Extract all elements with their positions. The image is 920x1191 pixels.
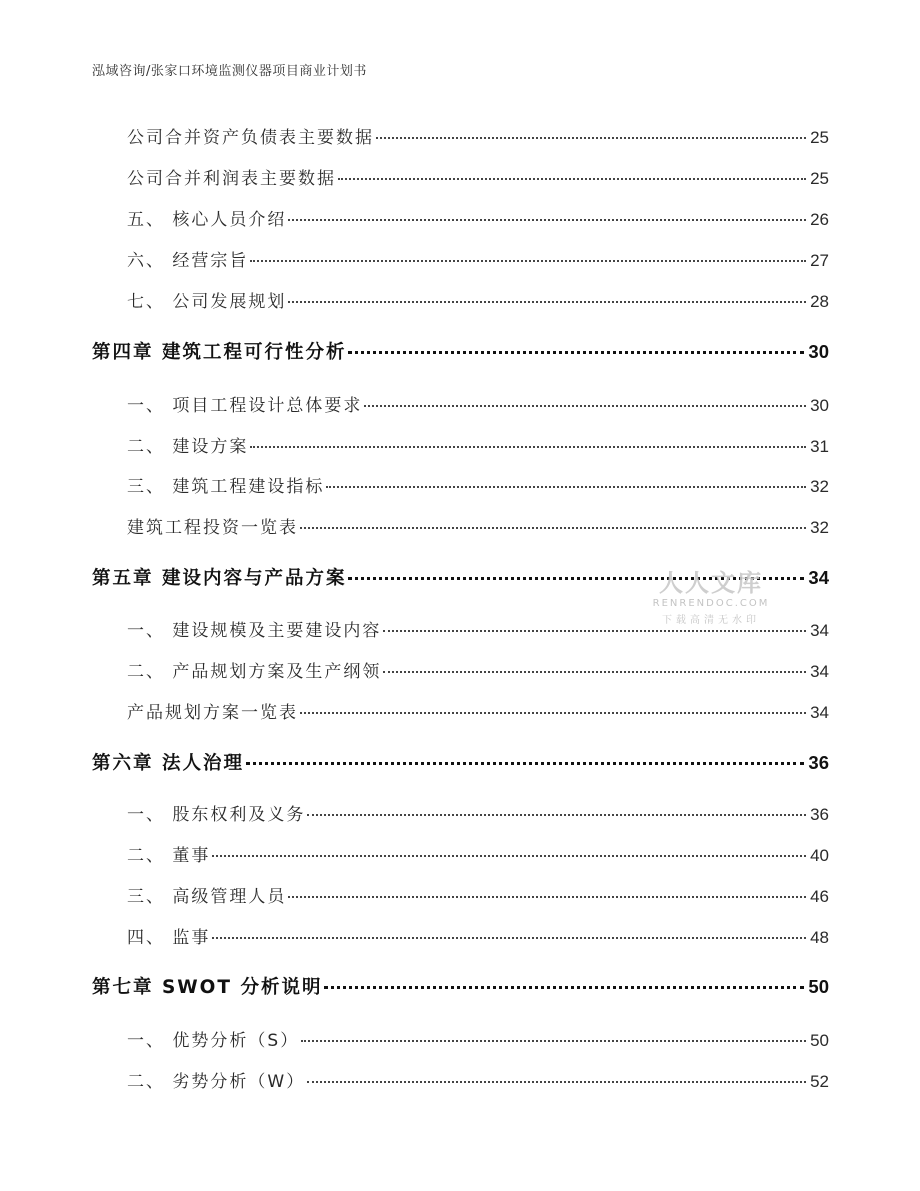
toc-entry[interactable] [127,287,829,312]
toc-entry[interactable] [127,164,829,189]
toc-entry-label: 一、 股东权利及义务 [127,805,306,825]
toc-entry[interactable] [127,1067,829,1092]
toc-chapter-label: 第五章 建设内容与产品方案 [92,568,347,589]
toc-entry-label: 二、 董事 [127,846,211,866]
toc-entry[interactable] [127,432,829,457]
toc-leader-dots [250,260,806,262]
page-header: 泓域咨询/张家口环境监测仪器项目商业计划书 [92,64,367,79]
toc-entry[interactable] [127,123,829,148]
toc-entry-label: 公司合并资产负债表主要数据 [127,128,374,148]
toc-leader-dots [288,301,806,303]
toc-leader-dots [301,1040,806,1042]
toc-leader-dots [300,712,806,714]
toc-entry[interactable] [127,391,829,416]
toc-entry-label: 五、 核心人员介绍 [127,210,287,230]
toc-entry-label: 四、 监事 [127,928,211,948]
toc-entry[interactable] [127,841,829,866]
toc-entry-label: 三、 高级管理人员 [127,887,287,907]
toc-entry-label: 六、 经营宗旨 [127,251,249,271]
toc-leader-dots [338,178,806,180]
toc-entry-page: 25 [810,169,829,188]
watermark-url: RENRENDOC.COM [652,598,770,609]
toc-chapter-label: 第七章 SWOT 分析说明 [92,977,323,998]
toc-chapter-entry[interactable] [92,749,829,775]
toc-leader-dots [383,630,806,632]
toc-leader-dots [212,937,806,939]
toc-entry-page: 27 [810,251,829,270]
toc-entry-page: 30 [810,396,829,415]
toc-entry-label: 二、 劣势分析（W） [127,1072,306,1092]
toc-entry-label: 七、 公司发展规划 [127,292,287,312]
toc-entry-page: 34 [810,703,829,722]
toc-entry-page: 48 [810,928,829,947]
toc-entry-label: 一、 项目工程设计总体要求 [127,396,363,416]
toc-entry[interactable] [127,800,829,825]
toc-entry-page: 50 [810,1031,829,1050]
watermark-title: 人人文库 [659,569,763,597]
toc-chapter-label: 第六章 法人治理 [92,753,244,774]
toc-entry-label: 建筑工程投资一览表 [127,518,298,538]
toc-entry-label: 一、 优势分析（S） [127,1031,300,1051]
toc-entry[interactable] [127,472,829,497]
toc-chapter-entry[interactable] [92,338,829,364]
toc-leader-dots [288,219,806,221]
toc-chapter-page: 50 [808,976,829,997]
toc-entry[interactable] [127,923,829,948]
toc-leader-dots [246,762,804,765]
toc-entry-label: 一、 建设规模及主要建设内容 [127,621,382,641]
toc-chapter-page: 34 [808,567,829,588]
toc-entry-page: 34 [810,662,829,681]
toc-leader-dots [288,896,806,898]
watermark [646,563,776,626]
toc-entry[interactable] [127,246,829,271]
toc-entry-page: 32 [810,518,829,537]
toc-chapter-entry[interactable] [92,973,829,999]
watermark-subtitle: 下载高清无水印 [662,615,760,626]
toc-entry[interactable] [127,882,829,907]
toc-chapter-page: 30 [808,341,829,362]
toc-leader-dots [307,814,806,816]
toc-leader-dots [300,527,806,529]
toc-leader-dots [376,137,806,139]
toc-leader-dots [212,855,806,857]
toc-entry-page: 40 [810,846,829,865]
toc-entry[interactable] [127,205,829,230]
toc-entry-label: 二、 建设方案 [127,437,249,457]
toc-leader-dots [250,446,806,448]
toc-entry-page: 25 [810,128,829,147]
toc-entry-page: 52 [810,1072,829,1091]
toc-entry-label: 三、 建筑工程建设指标 [127,477,325,497]
toc-entry-page: 46 [810,887,829,906]
toc-entry-page: 28 [810,292,829,311]
toc-entry[interactable] [127,698,829,723]
toc-leader-dots [383,671,806,673]
toc-entry-label: 产品规划方案一览表 [127,703,298,723]
toc-entry[interactable] [127,513,829,538]
toc-entry-page: 31 [810,437,829,456]
toc-entry[interactable] [127,1026,829,1051]
toc-entry-page: 34 [810,621,829,640]
toc-entry-label: 公司合并利润表主要数据 [127,169,336,189]
toc-leader-dots [307,1081,806,1083]
toc-entry[interactable] [127,657,829,682]
toc-leader-dots [324,986,804,989]
toc-chapter-label: 第四章 建筑工程可行性分析 [92,342,347,363]
toc-entry-page: 32 [810,477,829,496]
toc-leader-dots [364,405,806,407]
toc-leader-dots [326,486,806,488]
toc-chapter-page: 36 [808,752,829,773]
toc-entry-label: 二、 产品规划方案及生产纲领 [127,662,382,682]
toc-entry-page: 36 [810,805,829,824]
toc-entry-page: 26 [810,210,829,229]
toc-leader-dots [348,351,804,354]
